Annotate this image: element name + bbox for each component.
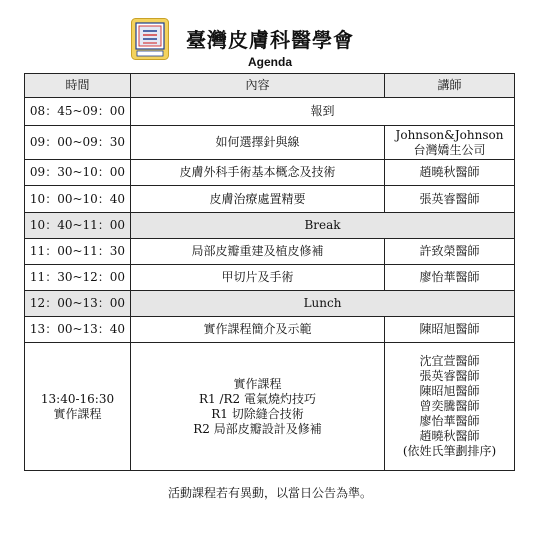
speaker-line: 張英睿醫師 bbox=[419, 369, 480, 383]
content-line: 實作課程 bbox=[233, 376, 282, 391]
table-row bbox=[25, 160, 515, 186]
row-content: 實作課程簡介及示範 bbox=[131, 317, 385, 343]
row-time: 11：30~12：00 bbox=[25, 265, 131, 291]
table-row bbox=[25, 98, 515, 126]
footer-note: 活動課程若有異動，以當日公告為準。 bbox=[167, 486, 372, 500]
row-time: 08：45~09：00 bbox=[25, 98, 131, 126]
content-line: R1 切除縫合技術 bbox=[211, 406, 304, 421]
table-row bbox=[25, 265, 515, 291]
time-line: 實作課程 bbox=[53, 406, 102, 421]
agenda-table bbox=[24, 73, 515, 471]
row-time: 11：00~11：30 bbox=[25, 239, 131, 265]
table-header-row bbox=[25, 74, 515, 98]
row-speaker: 張英睿醫師 bbox=[385, 186, 515, 213]
row-content: 皮膚外科手術基本概念及技術 bbox=[131, 160, 385, 186]
row-time: 10：00~10：40 bbox=[25, 186, 131, 213]
content-line: R1 /R2 電氣燒灼技巧 bbox=[198, 391, 316, 406]
speaker-line: 台灣嬌生公司 bbox=[413, 142, 486, 157]
society-logo bbox=[131, 18, 169, 60]
table-row bbox=[25, 317, 515, 343]
row-time: 12：00~13：00 bbox=[25, 291, 131, 317]
page-title: 臺灣皮膚科醫學會 bbox=[186, 28, 354, 52]
time-line: 13:40-16:30 bbox=[40, 391, 115, 406]
row-time bbox=[25, 343, 131, 471]
table-row-workshop bbox=[25, 343, 515, 471]
row-speaker bbox=[385, 343, 515, 471]
column-header-speaker: 講師 bbox=[385, 74, 515, 98]
content-line: R2 局部皮瓣設計及修補 bbox=[193, 421, 322, 436]
speaker-line: (依姓氏筆劃排序) bbox=[402, 444, 497, 458]
row-content bbox=[131, 343, 385, 471]
agenda-subtitle: Agenda bbox=[247, 55, 292, 69]
speaker-line: Johnson&Johnson bbox=[395, 127, 504, 142]
row-speaker: 趙曉秋醫師 bbox=[385, 160, 515, 186]
speaker-line: 曾奕騰醫師 bbox=[419, 399, 480, 413]
row-speaker: 許致榮醫師 bbox=[385, 239, 515, 265]
speaker-line: 陳昭旭醫師 bbox=[419, 384, 480, 398]
table-row bbox=[25, 126, 515, 160]
row-time: 09：00~09：30 bbox=[25, 126, 131, 160]
row-speaker bbox=[385, 126, 515, 160]
speaker-line: 沈宜萱醫師 bbox=[419, 354, 480, 368]
column-header-content: 內容 bbox=[131, 74, 385, 98]
row-content: Lunch bbox=[131, 291, 515, 317]
table-row bbox=[25, 186, 515, 213]
table-row bbox=[25, 239, 515, 265]
row-content: 如何選擇針與線 bbox=[131, 126, 385, 160]
speaker-line: 廖怡華醫師 bbox=[419, 414, 480, 428]
row-content: 甲切片及手術 bbox=[131, 265, 385, 291]
row-content: 報到 bbox=[131, 98, 515, 126]
row-time: 09：30~10：00 bbox=[25, 160, 131, 186]
row-speaker: 廖怡華醫師 bbox=[385, 265, 515, 291]
row-time: 13：00~13：40 bbox=[25, 317, 131, 343]
row-content: 局部皮瓣重建及植皮修補 bbox=[131, 239, 385, 265]
speaker-line: 趙曉秋醫師 bbox=[419, 429, 480, 443]
table-row-break bbox=[25, 213, 515, 239]
row-time: 10：40~11：00 bbox=[25, 213, 131, 239]
row-content: 皮膚治療處置精要 bbox=[131, 186, 385, 213]
row-speaker: 陳昭旭醫師 bbox=[385, 317, 515, 343]
table-row-lunch bbox=[25, 291, 515, 317]
column-header-time: 時間 bbox=[25, 74, 131, 98]
row-content: Break bbox=[131, 213, 515, 239]
